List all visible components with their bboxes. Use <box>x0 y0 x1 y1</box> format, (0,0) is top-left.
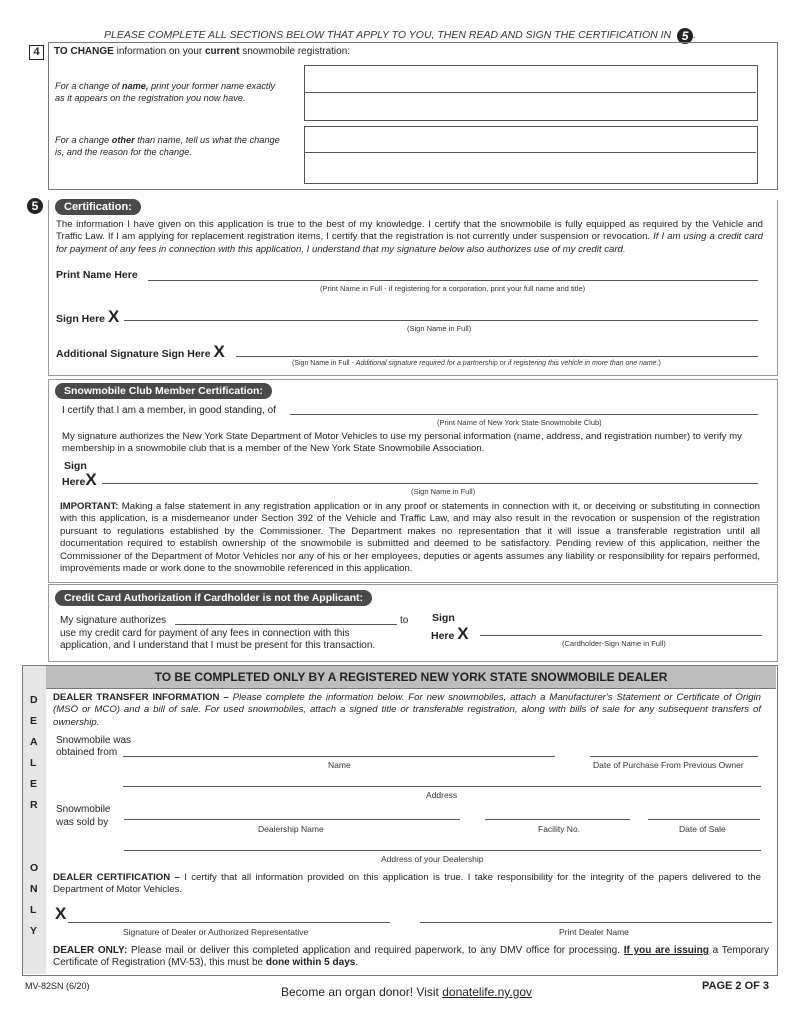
credit-sign-caption: (Cardholder-Sign Name in Full) <box>562 639 666 648</box>
former-name-divider <box>305 92 756 93</box>
credit-here-text: Here <box>431 630 455 642</box>
credit-sign-label: Sign <box>432 612 455 624</box>
former-name-field[interactable] <box>304 65 758 121</box>
facility-no-field[interactable] <box>485 819 630 820</box>
additional-sign-caption <box>292 360 661 367</box>
purchase-date-caption: Date of Purchase From Previous Owner <box>593 760 744 770</box>
additional-sign-text: Additional Signature Sign Here <box>56 348 211 360</box>
section-5-number: 5 <box>27 198 43 214</box>
credit-x-mark: X <box>457 624 469 643</box>
certification-text-b: If I am using a credit card for payment of any fees in connection with this application, I understand that my signature below also authorizes use of my credit card. <box>56 231 763 255</box>
sign-label <box>56 307 119 327</box>
club-certify-label: I certify that I am a member, in good standing, of <box>62 405 276 416</box>
dealer-address-caption: Address of your Dealership <box>381 854 484 864</box>
instruction-period: . <box>693 29 696 41</box>
club-sign-label: Sign <box>64 460 87 472</box>
print-name-field[interactable] <box>148 280 758 281</box>
dealer-certification <box>53 872 761 897</box>
sale-date-caption: Date of Sale <box>679 824 726 834</box>
additional-sign-x-mark: X <box>213 342 225 361</box>
dealer-only-d: done within 5 days <box>265 957 356 969</box>
instruction-text: PLEASE COMPLETE ALL SECTIONS BELOW THAT APPLY TO YOU, THEN READ AND SIGN THE CERTIFICATION IN <box>104 29 672 41</box>
credit-line-2: use my credit card for payment of any fees in connection with this <box>60 628 350 639</box>
other-change-b: other <box>111 135 135 145</box>
name-change-b: name, <box>121 81 149 91</box>
sign-field[interactable] <box>124 320 758 321</box>
sold-label-b: was sold by <box>56 817 109 828</box>
sign-label-text: Sign Here <box>56 313 106 325</box>
obtained-address-field[interactable] <box>123 786 761 787</box>
section-4-number: 4 <box>29 45 44 60</box>
title-bold-current: current <box>205 46 240 57</box>
side-letter-r: R <box>30 799 38 811</box>
dealer-only-label: DEALER ONLY: <box>53 945 128 956</box>
side-letter-n: N <box>30 883 38 895</box>
credit-authorizee-field[interactable] <box>175 624 397 625</box>
dealer-x-mark: X <box>55 904 67 923</box>
dealer-only-a: Please mail or deliver this completed application and required paperwork, to any DMV office for processing. <box>127 945 624 956</box>
dealer-signature-field[interactable] <box>68 922 390 923</box>
other-change-a: For a change <box>55 135 112 145</box>
certification-heading: Certification: <box>56 200 140 214</box>
credit-line-3: application, and I understand that I must be present for this transaction. <box>60 640 376 651</box>
other-change-c: than name, tell us what the change is, and the reason for the change. <box>55 135 280 157</box>
dealer-transfer-info <box>53 692 761 729</box>
side-letter-l: L <box>30 757 37 769</box>
sale-date-field[interactable] <box>648 819 760 820</box>
credit-here-label <box>431 624 469 644</box>
club-name-field[interactable] <box>290 414 758 415</box>
title-end: snowmobile registration: <box>239 46 351 57</box>
side-letter-o: O <box>30 862 39 874</box>
transfer-text: Please complete the information below. For new snowmobiles, attach a Manufacturer's Statement or Certificate of Origin (MSO or MCO) and a bill of sale. For used snowmobiles, attach a signed title or transferable registration, along with bills of sale for any subsequent transfers of ownership. <box>53 692 762 728</box>
side-letter-l2: L <box>30 904 37 916</box>
side-letter-e: E <box>30 715 38 727</box>
side-letter-a: A <box>30 736 38 748</box>
obtained-name-field[interactable] <box>123 756 555 757</box>
dealer-address-field[interactable] <box>124 850 761 851</box>
dealer-cert-label: DEALER CERTIFICATION – <box>53 872 185 883</box>
title-mid: information on your <box>113 46 205 57</box>
obtained-name-caption: Name <box>328 760 351 770</box>
section-4-title <box>54 46 350 57</box>
organ-donor-line <box>281 985 532 999</box>
dealer-banner: TO BE COMPLETED ONLY BY A REGISTERED NEW YORK STATE SNOWMOBILE DEALER <box>46 666 776 689</box>
sign-x-mark: X <box>107 307 120 326</box>
name-change-c: print your former name exactly as it appears on the registration you now have. <box>55 81 276 103</box>
club-name-caption: (Print Name of New York State Snowmobile Club) <box>437 418 602 427</box>
page-instruction <box>104 26 696 42</box>
obtained-label-a: Snowmobile was <box>56 735 132 746</box>
additional-sign-label <box>56 342 225 362</box>
credit-to: to <box>400 615 409 626</box>
name-change-instructions <box>55 80 285 104</box>
sign-caption: (Sign Name in Full) <box>407 324 472 333</box>
club-sign-caption: (Sign Name in Full) <box>411 487 476 496</box>
credit-line-1 <box>60 615 166 626</box>
print-name-caption: (Print Name in Full - if registering for a corporation, print your full name and title) <box>320 284 586 293</box>
credit-heading: Credit Card Authorization if Cardholder is not the Applicant: <box>56 591 371 605</box>
page-number: PAGE 2 OF 3 <box>702 980 770 992</box>
print-name-label: Print Name Here <box>56 269 138 281</box>
important-notice <box>60 501 760 575</box>
addl-caption-a: (Sign Name in Full - <box>292 360 356 367</box>
dealer-signature-caption: Signature of Dealer or Authorized Representative <box>123 927 309 937</box>
addl-caption-b: Additional signature required for a partnership or if registering this vehicle in more than one name. <box>355 360 659 367</box>
credit-sign-field[interactable] <box>480 635 762 636</box>
certification-text <box>56 219 763 256</box>
title-bold-change: TO CHANGE <box>54 46 114 57</box>
addl-caption-c: ) <box>658 360 661 367</box>
side-letter-y: Y <box>30 925 38 937</box>
dealership-name-caption: Dealership Name <box>258 824 324 834</box>
obtained-address-caption: Address <box>426 790 458 800</box>
club-authorize-text: My signature authorizes the New York State Department of Motor Vehicles to use my personal information (name, address, and registration number) to verify my membership in a snowmobile club that is a member of the New York State Snowmobile Association. <box>62 431 742 455</box>
important-text: Making a false statement in any registration application or in any proof or statements in connection with it, or deceiving or substituting in connection with this application, is a misdemeanor under Section 392 of the Vehicle and Traffic Law, and may also result in the revocation or suspension of the registration pursuant to regulations established by the Commissioner. The Department makes no representation that it will issue a transferable registration until all documentation required to establish ownership of the snowmobile is submitted and deemed to be satisfactory. Pending review of this application, neither the Commissioner of the Department of Motor Vehicles nor any of his or her employees, deputies or agents assumes any liability or responsibility for repairs performed, improvements made or work done to the snowmobile referenced in this application. <box>60 501 760 575</box>
name-change-a: For a change of <box>55 81 122 91</box>
certification-text-a: The information I have given on this application is true to the best of my knowledge. I certify that the snowmobile is fully equipped as required by the Vehicle and Traffic Law. If I am applying for replacement registration items, I certify that the registration is not currently under suspension or revocation. <box>56 219 763 243</box>
club-x-mark: X <box>85 470 97 489</box>
important-label: IMPORTANT: <box>60 501 119 512</box>
purchase-date-field[interactable] <box>590 756 758 757</box>
dealership-name-field[interactable] <box>124 819 460 820</box>
transfer-label: DEALER TRANSFER INFORMATION – <box>53 692 233 703</box>
credit-line-1a: My signature authorizes <box>60 615 167 626</box>
dealer-print-name-field[interactable] <box>420 922 772 923</box>
dealer-only-c: a Temporary Certificate of Registration (MV-53), this must be <box>53 945 769 969</box>
organ-donor-text: Become an organ donor! Visit <box>281 985 443 999</box>
dealer-print-name-caption: Print Dealer Name <box>559 927 629 937</box>
other-change-divider <box>305 152 756 153</box>
other-change-field[interactable] <box>304 126 758 184</box>
obtained-label-b: obtained from <box>56 747 118 758</box>
club-here-text: Here <box>62 476 86 488</box>
club-heading: Snowmobile Club Member Certification: <box>56 384 271 398</box>
form-id: MV-82SN (6/20) <box>25 981 90 991</box>
dealer-only-e: . <box>355 957 359 969</box>
club-sign-field[interactable] <box>102 483 758 484</box>
dealer-only-b: If you are issuing <box>623 945 709 956</box>
dealer-cert-text: I certify that all information provided on this application is true. I take responsibility for the integrity of the papers delivered to the Department of Motor Vehicles. <box>53 872 761 896</box>
additional-sign-field[interactable] <box>236 356 758 357</box>
donatelife-link[interactable]: donatelife.ny.gov <box>442 985 533 999</box>
club-here-label <box>62 470 97 490</box>
dealer-only-notice <box>53 945 769 970</box>
side-letter-d: D <box>30 694 38 706</box>
other-change-instructions <box>55 134 287 158</box>
side-letter-e2: E <box>30 778 38 790</box>
section-5-ref: 5 <box>677 28 693 44</box>
sold-label-a: Snowmobile <box>56 804 111 815</box>
facility-no-caption: Facility No. <box>538 824 581 834</box>
